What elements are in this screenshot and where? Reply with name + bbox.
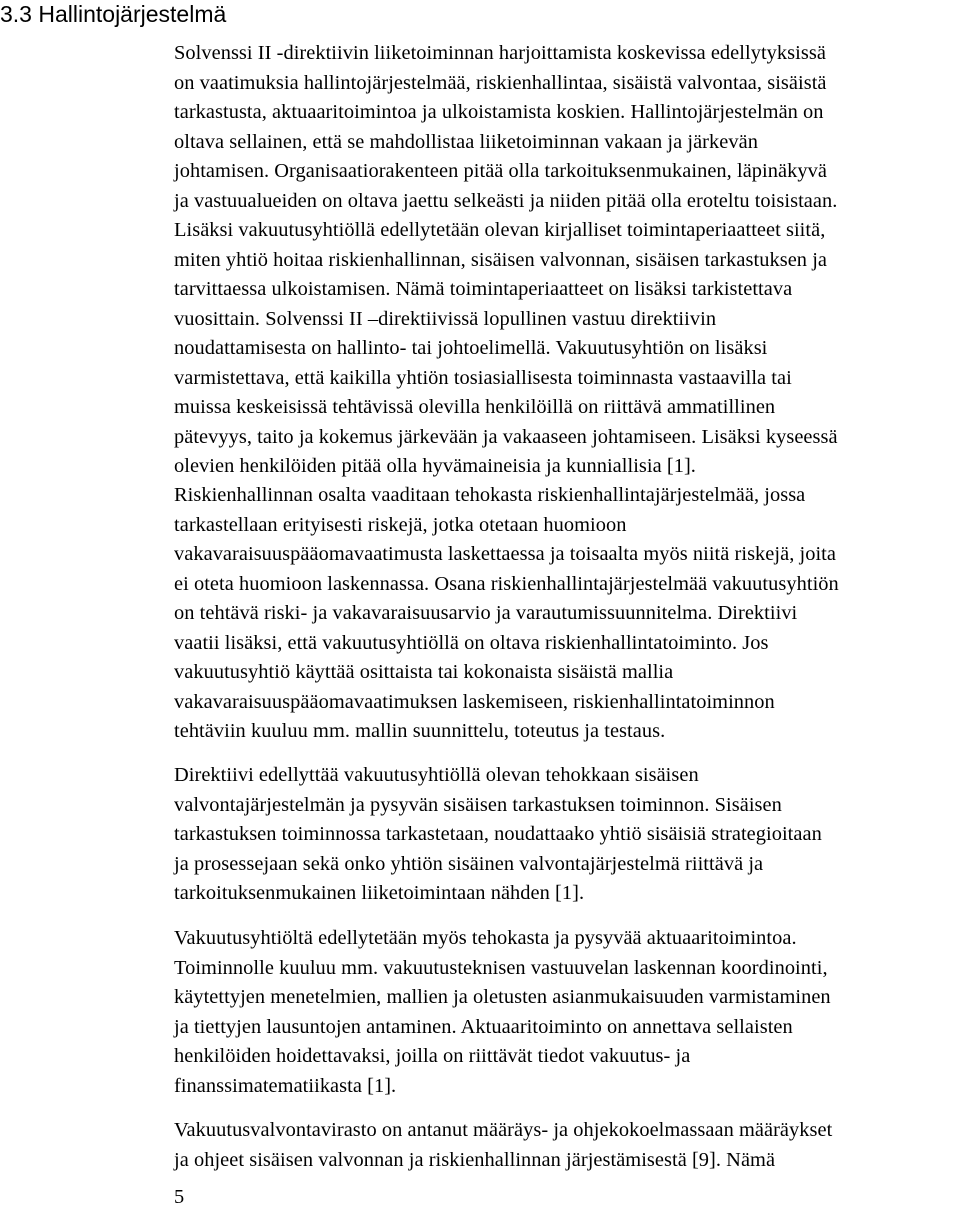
text-line: Lisäksi vakuutusyhtiöllä edellytetään olevan kirjalliset toimintaperiaatteet siitä, <box>174 219 826 241</box>
text-line: tarkastuksen toiminnossa tarkastetaan, noudattaako yhtiö sisäisiä strategioitaan <box>174 823 822 845</box>
text-line: ja tiettyjen lausuntojen antaminen. Aktuaaritoiminto on annettava sellaisten <box>174 1015 793 1038</box>
text-line: valvontajärjestelmän ja pysyvän sisäisen tarkastuksen toiminnon. Sisäisen <box>174 793 782 816</box>
text-line: ja prosessejaan sekä onko yhtiön sisäinen valvontajärjestelmä riittävä ja <box>174 852 764 875</box>
text-line: tarkoituksenmukainen liiketoimintaan nähden [1]. <box>174 882 585 904</box>
text-line: Riskienhallinnan osalta vaaditaan tehokasta riskienhallintajärjestelmää, jossa <box>174 484 806 506</box>
paragraph-regulatory-guidance <box>174 1116 956 1175</box>
text-line: tarkastellaan erityisesti riskejä, jotka otetaan huomioon <box>174 513 627 536</box>
text-line: Vakuutusvalvontavirasto on antanut määräys- ja ohjekokoelmassaan määräykset <box>174 1119 833 1141</box>
text-line: tarkastusta, aktuaaritoimintoa ja ulkoistamista koskien. Hallintojärjestelmän on <box>174 101 824 123</box>
page-number: 5 <box>174 1186 185 1208</box>
text-line: on tehtävä riski- ja vakavaraisuusarvio ja varautumissuunnitelma. Direktiivi <box>174 602 798 624</box>
text-line: Vakuutusyhtiöltä edellytetään myös tehokasta ja pysyvää aktuaaritoimintoa. <box>174 927 797 949</box>
text-line: finanssimatematiikasta [1]. <box>174 1074 397 1097</box>
text-line: tehtäviin kuuluu mm. mallin suunnittelu, toteutus ja testaus. <box>174 720 666 742</box>
text-line: miten yhtiö hoitaa riskienhallinnan, sisäisen valvonnan, sisäisen tarkastuksen ja <box>174 248 828 271</box>
section-heading: 3.3 Hallintojärjestelmä <box>0 1 227 27</box>
text-line: Toiminnolle kuuluu mm. vakuutusteknisen vastuuvelan laskennan koordinointi, <box>174 956 828 979</box>
text-line: vaatii lisäksi, että vakuutusyhtiöllä on oltava riskienhallintatoiminto. Jos <box>174 631 769 654</box>
text-line: vakavaraisuuspääomavaatimusta laskettaessa ja toisaalta myös niitä riskejä, joita <box>174 543 836 565</box>
text-line: vakuutusyhtiö käyttää osittaista tai kokonaista sisäistä mallia <box>174 661 674 683</box>
text-line: johtamisen. Organisaatiorakenteen pitää olla tarkoituksenmukainen, läpinäkyvä <box>174 160 827 182</box>
text-line: Solvenssi II -direktiivin liiketoiminnan harjoittamista koskevissa edellytyksissä <box>174 42 826 64</box>
text-line: ja ohjeet sisäisen valvonnan ja riskienhallinnan järjestämisestä [9]. Nämä <box>174 1148 776 1171</box>
paragraph-internal-control <box>174 761 956 909</box>
text-line: käytettyjen menetelmien, mallien ja oletusten asianmukaisuuden varmistaminen <box>174 986 831 1008</box>
text-line: ja vastuualueiden on oltava jaettu selkeästi ja niiden pitää olla eroteltu toisistaan. <box>174 189 838 212</box>
text-line: tarvittaessa ulkoistamisen. Nämä toimintaperiaatteet on lisäksi tarkistettava <box>174 278 793 300</box>
text-line: pätevyys, taito ja kokemus järkevään ja vakaaseen johtamiseen. Lisäksi kyseessä <box>174 425 838 448</box>
text-line: vakavaraisuuspääomavaatimuksen laskemiseen, riskienhallintatoiminnon <box>174 690 775 713</box>
text-line: Direktiivi edellyttää vakuutusyhtiöllä olevan tehokkaan sisäisen <box>174 764 699 786</box>
text-line: oltava sellainen, että se mahdollistaa liiketoiminnan vakaan ja järkevän <box>174 130 758 153</box>
text-line: muissa keskeisissä tehtävissä olevilla henkilöillä on riittävä ammatillinen <box>174 396 776 418</box>
text-line: vuosittain. Solvenssi II –direktiivissä lopullinen vastuu direktiivin <box>174 307 717 330</box>
text-line: ei oteta huomioon laskennassa. Osana riskienhallintajärjestelmää vakuutusyhtiön <box>174 572 839 595</box>
paragraph-actuarial-function <box>174 924 956 1101</box>
text-line: varmistettava, että kaikilla yhtiön tosiasiallisesta toiminnasta vastaavilla tai <box>174 366 792 389</box>
paragraph-risk-management <box>174 481 956 747</box>
text-line: henkilöiden hoidettavaksi, joilla on riittävät tiedot vakuutus- ja <box>174 1045 691 1067</box>
text-line: noudattamisesta on hallinto- tai johtoelimellä. Vakuutusyhtiön on lisäksi <box>174 337 768 359</box>
text-line: on vaatimuksia hallintojärjestelmää, riskienhallintaa, sisäistä valvontaa, sisäistä <box>174 71 827 94</box>
text-line: olevien henkilöiden pitää olla hyvämaineisia ja kunniallisia [1]. <box>174 455 696 477</box>
paragraph-governance-system <box>174 39 956 482</box>
